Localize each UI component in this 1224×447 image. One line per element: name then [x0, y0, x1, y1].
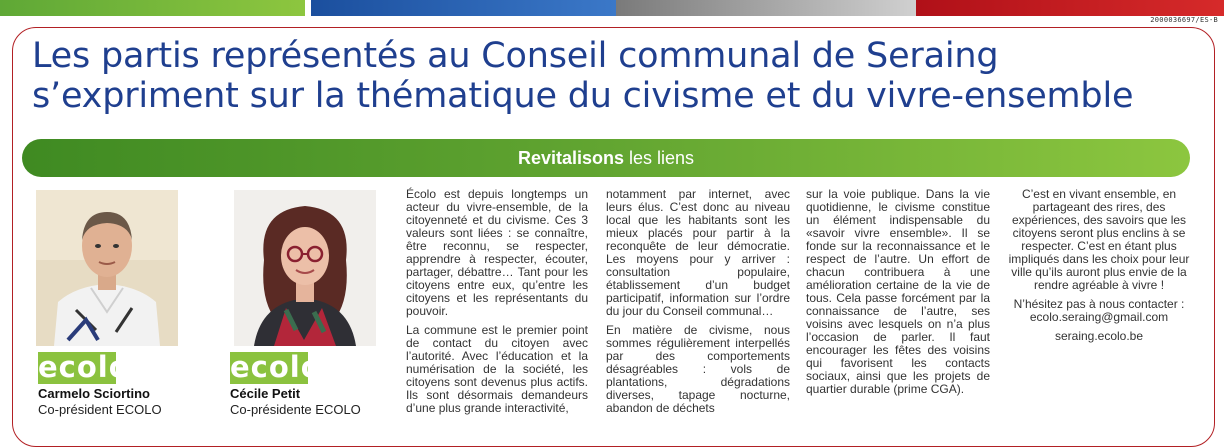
- banner-rest: les liens: [624, 148, 695, 168]
- banner-bold: Revitalisons: [517, 148, 624, 168]
- article-column-3: [806, 188, 990, 402]
- portrait-photo-1: [36, 190, 178, 346]
- ecolo-logo-2: ecolo: [230, 350, 322, 384]
- page-title: [32, 36, 1202, 116]
- article-column-4: [1006, 188, 1192, 349]
- top-color-bar: [0, 0, 1224, 16]
- paragraph: La commune est le premier point de contact du citoyen avec l’autorité. Avec l’éducation et la numérisation de la société, les citoyens sont devenus plus actifs. Ils sont désormais demandeurs d’une plus grande interactivité,: [406, 323, 588, 415]
- reference-code: 2000036697/ES-B: [1150, 16, 1218, 24]
- color-bar-gray: [616, 0, 916, 16]
- color-bar-blue: [311, 0, 616, 16]
- website-link: seraing.ecolo.be: [1054, 329, 1144, 343]
- paragraph: En matière de civisme, nous sommes régulièrement interpellés par des comportements désagréables : vols de plantations, dégradations diverses, tapage nocturne, abandon de déchets: [606, 323, 790, 415]
- person-name-2: Cécile Petit: [230, 386, 301, 401]
- title-line-1: Les partis représentés au Conseil communal de Seraing: [32, 36, 999, 76]
- color-bar-green: [0, 0, 305, 16]
- portrait-man-image: [36, 190, 178, 346]
- title-line-2: s’expriment sur la thématique du civisme et du vivre-ensemble: [32, 76, 1134, 116]
- paragraph: Écolo est depuis longtemps un acteur du vivre-ensemble, de la citoyenneté et du civisme. Ces 3 valeurs sont liées : se connaître, être reconnu, se respecter, apprendre à respecter, écouter, partager, débattre… Tant pour les citoyens entre eux, qu’entre les citoyens et les représentants du pouvoir.: [406, 187, 588, 318]
- paragraph: notamment par internet, avec leurs élus. C’est donc au niveau local que les habitants sont les mieux placés pour partir à la reconquête de leur démocratie. Les moyens pour y arriver : consultation populaire, établissement d’un budget participatif, information sur l’ordre du jour du Conseil communal…: [606, 187, 790, 318]
- article-column-2: [606, 188, 790, 421]
- color-bar-red: [916, 0, 1224, 16]
- ecolo-logo-1: ecolo: [38, 350, 130, 384]
- paragraph: sur la voie publique. Dans la vie quotidienne, le civisme constitue un élément indispensable du «savoir vivre ensemble». Il se fonde sur la reconnaissance et le respect de l’autre. Un effort de chacun contribuera à une amélioration certaine de la vie de tous. Cela passe forcément par la connaissance de l’autre, ses voisins avec lesquels on n’a plus l’occasion de parler. Il faut encourager les fêtes des voisins qui favorisent les contacts sociaux, ainsi que les projets de quartier durable (prime CGA).: [806, 187, 990, 396]
- contact-paragraph: N’hésitez pas à nous contacter : ecolo.seraing@gmail.com: [1013, 297, 1185, 324]
- portrait-woman-image: [234, 190, 376, 346]
- article-column-1: [406, 188, 588, 421]
- portrait-photo-2: [234, 190, 376, 346]
- person-role-2: Co-présidente ECOLO: [230, 402, 361, 417]
- paragraph: C’est en vivant ensemble, en partageant des rires, des expériences, des savoirs que les citoyens seront plus enclins à se respecter. C’est en étant plus impliqués dans les choix pour leur ville qu’ils auront plus envie de la rendre agréable à vivre !: [1008, 187, 1190, 292]
- person-name-1: Carmelo Sciortino: [38, 386, 150, 401]
- section-banner: [22, 139, 1190, 177]
- person-role-1: Co-président ECOLO: [38, 402, 162, 417]
